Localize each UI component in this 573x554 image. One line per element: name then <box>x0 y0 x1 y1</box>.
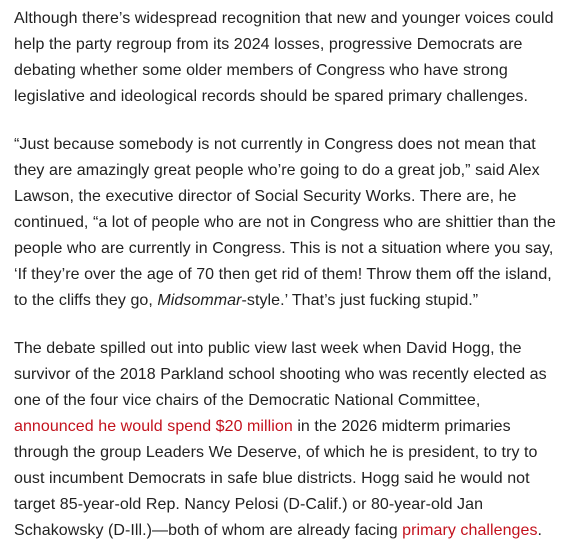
paragraph-2 <box>14 132 559 314</box>
paragraph-2-text-end: -style.’ That’s just fucking stupid.” <box>241 292 479 309</box>
announcement-link[interactable]: announced he would spend $20 million <box>14 418 293 435</box>
paragraph-3-text-middle: in the 2026 midterm primaries through the group Leaders We Deserve, of which he is president, to try to oust incumbent Democrats in safe blue districts. Hogg said he would not target 85-year-old Rep. Nancy Pelosi (D-Calif.) or 80-year-old Jan Schakowsky (D-Ill.)—both of whom are already facing <box>14 418 538 539</box>
paragraph-2-text: “Just because somebody is not currently in Congress does not mean that they are amazingly great people who’re going to do a great job,” said Alex Lawson, the executive director of Social Security Works. There are, he continued, “a lot of people who are not in Congress who are shittier than the people who are currently in Congress. This is not a situation where you say, ‘If they’re over the age of 70 then get rid of them! Throw them off the island, to the cliffs they go, <box>14 136 556 309</box>
paragraph-3 <box>14 336 559 544</box>
primary-challenges-link[interactable]: primary challenges <box>402 522 538 539</box>
paragraph-1-text: Although there’s widespread recognition that new and younger voices could help the party regroup from its 2024 losses, progressive Democrats are debating whether some older members of Congress who have strong legislative and ideological records should be spared primary challenges. <box>14 10 554 105</box>
paragraph-1 <box>14 6 559 110</box>
film-title-italic: Midsommar <box>157 292 242 309</box>
paragraph-3-text-end: . <box>537 522 543 539</box>
paragraph-3-text: The debate spilled out into public view last week when David Hogg, the survivor of the 2018 Parkland school shooting who was recently elected as one of the four vice chairs of the Democratic National Committee, <box>14 340 547 409</box>
